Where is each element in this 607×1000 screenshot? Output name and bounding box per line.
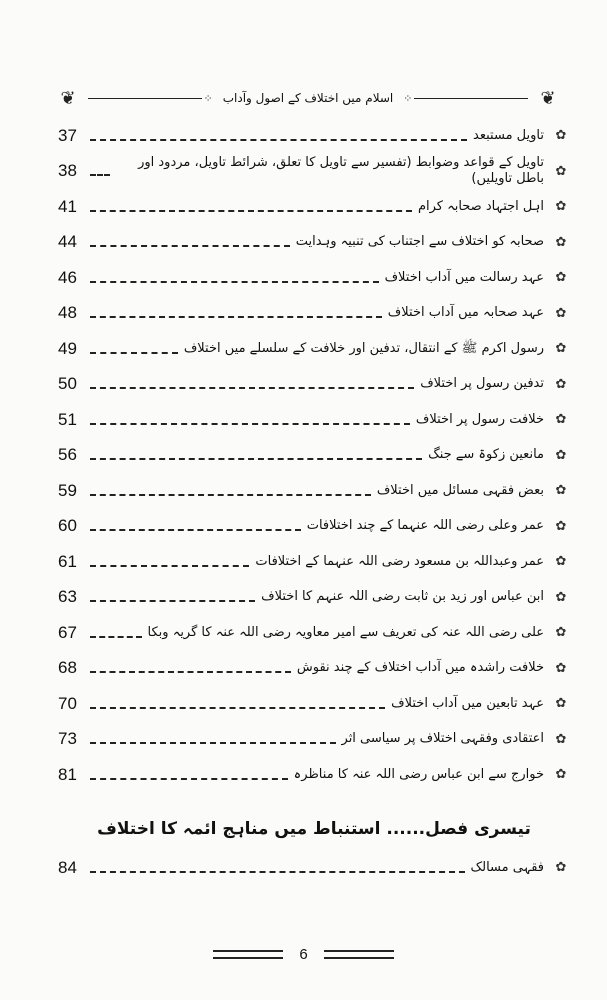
entry-title: بعض فقہی مسائل میں اختلاف bbox=[376, 482, 544, 498]
flower-bullet-icon: ✿ bbox=[555, 234, 567, 250]
entry-page: 37 bbox=[58, 125, 77, 145]
toc-entry bbox=[58, 509, 570, 545]
dots-icon: ⁘ bbox=[403, 91, 413, 105]
section-heading: تیسری فصل...... استنباط میں مناہج ائمہ کا اختلاف bbox=[97, 819, 531, 839]
running-header bbox=[48, 86, 568, 110]
toc-entry bbox=[58, 402, 570, 438]
dot-leader bbox=[90, 174, 110, 176]
dot-leader bbox=[90, 494, 371, 496]
flower-bullet-icon: ✿ bbox=[555, 696, 567, 712]
book-title: اسلام میں اختلاف کے اصول وآداب bbox=[222, 91, 394, 105]
entry-title: عمر وعلی رضی اللہ عنہما کے چند اختلافات bbox=[306, 518, 544, 534]
flower-bullet-icon: ✿ bbox=[555, 554, 567, 570]
toc-entry bbox=[58, 473, 570, 509]
flower-bullet-icon: ✿ bbox=[555, 860, 567, 876]
toc-entry bbox=[58, 118, 570, 154]
dot-leader bbox=[90, 671, 291, 673]
page-number: 6 bbox=[299, 946, 308, 963]
flower-bullet-icon: ✿ bbox=[555, 412, 567, 428]
dot-leader bbox=[90, 565, 249, 567]
dot-leader bbox=[90, 600, 255, 602]
toc-entry bbox=[58, 154, 570, 190]
entry-title: ابن عباس اور زید بن ثابت رضی اللہ عنہم کا اختلاف bbox=[261, 589, 544, 605]
ornament-icon: ❦ bbox=[540, 87, 556, 109]
entry-page: 84 bbox=[58, 857, 77, 877]
dot-leader bbox=[90, 281, 379, 283]
dot-leader bbox=[90, 352, 178, 354]
toc-entry bbox=[58, 722, 570, 758]
entry-page: 60 bbox=[58, 516, 77, 536]
entry-title: عہد صحابہ میں آداب اختلاف bbox=[387, 305, 544, 321]
entry-title: علی رضی اللہ عنہ کی تعریف سے امیر معاویہ رضی اللہ عنہ کا گریہ وبکا bbox=[147, 624, 544, 640]
entry-page: 51 bbox=[58, 409, 77, 429]
entry-page: 50 bbox=[58, 374, 77, 394]
entry-title: خلافت رسول پر اختلاف bbox=[415, 411, 544, 427]
flower-bullet-icon: ✿ bbox=[555, 625, 567, 641]
toc-entry bbox=[58, 580, 570, 616]
entry-page: 63 bbox=[58, 587, 77, 607]
flower-bullet-icon: ✿ bbox=[555, 660, 567, 676]
dot-leader bbox=[90, 742, 336, 744]
entry-page: 48 bbox=[58, 303, 77, 323]
entry-page: 56 bbox=[58, 445, 77, 465]
toc-entry bbox=[58, 331, 570, 367]
flower-bullet-icon: ✿ bbox=[555, 270, 567, 286]
flower-bullet-icon: ✿ bbox=[555, 518, 567, 534]
flower-bullet-icon: ✿ bbox=[555, 376, 567, 392]
toc-entry bbox=[58, 367, 570, 403]
dot-leader bbox=[90, 707, 385, 709]
dot-leader bbox=[90, 139, 467, 141]
entry-page: 49 bbox=[58, 338, 77, 358]
dot-leader bbox=[90, 458, 422, 460]
toc-entry bbox=[58, 544, 570, 580]
toc-entry bbox=[58, 686, 570, 722]
entry-title: خوارج سے ابن عباس رضی اللہ عنہ کا مناظرہ bbox=[293, 766, 544, 782]
flower-bullet-icon: ✿ bbox=[555, 163, 567, 179]
toc-entry bbox=[58, 757, 570, 793]
dot-leader bbox=[90, 316, 382, 318]
flower-bullet-icon: ✿ bbox=[555, 341, 567, 357]
toc-entry bbox=[58, 296, 570, 332]
entry-title: مانعین زکوۃ سے جنگ bbox=[428, 447, 544, 463]
entry-title: عمر وعبداللہ بن مسعود رضی اللہ عنہما کے اختلافات bbox=[255, 553, 544, 569]
flower-bullet-icon: ✿ bbox=[555, 305, 567, 321]
dots-icon: ⁘ bbox=[203, 91, 213, 105]
flower-bullet-icon: ✿ bbox=[555, 483, 567, 499]
divider bbox=[213, 950, 283, 959]
dot-leader bbox=[90, 529, 301, 531]
ornament-icon: ❦ bbox=[60, 87, 76, 109]
entry-title: تدفین رسول پر اختلاف bbox=[420, 376, 544, 392]
entry-page: 59 bbox=[58, 480, 77, 500]
flower-bullet-icon: ✿ bbox=[555, 589, 567, 605]
toc-entry bbox=[58, 225, 570, 261]
flower-bullet-icon: ✿ bbox=[555, 447, 567, 463]
toc-entry bbox=[58, 438, 570, 474]
toc-list bbox=[58, 850, 570, 886]
entry-page: 44 bbox=[58, 232, 77, 252]
entry-title: تاویل کے قواعد وضوابط (تفسیر سے تاویل کا تعلق، شرائط تاویل، مردود اور باطل تاویلیں) bbox=[138, 155, 544, 187]
page-footer bbox=[0, 946, 607, 963]
entry-title: تاویل مستبعد bbox=[473, 127, 544, 143]
dot-leader bbox=[90, 871, 465, 873]
entry-title: صحابہ کو اختلاف سے اجتناب کی تنبیہ وہدایت bbox=[295, 234, 544, 250]
dot-leader bbox=[90, 210, 412, 212]
dot-leader bbox=[90, 423, 410, 425]
flower-bullet-icon: ✿ bbox=[555, 731, 567, 747]
flower-bullet-icon: ✿ bbox=[555, 199, 567, 215]
divider bbox=[324, 950, 394, 959]
entry-title: فقہی مسالک bbox=[470, 859, 544, 875]
entry-title: عہد تابعین میں آداب اختلاف bbox=[391, 695, 544, 711]
dot-leader bbox=[90, 636, 142, 638]
toc-entry bbox=[58, 189, 570, 225]
toc-entry bbox=[58, 651, 570, 687]
toc-entry bbox=[58, 260, 570, 296]
entry-page: 38 bbox=[58, 161, 77, 181]
entry-title: خلافت راشدہ میں آداب اختلاف کے چند نقوش bbox=[296, 660, 544, 676]
entry-page: 81 bbox=[58, 764, 77, 784]
entry-title: رسول اکرم ﷺ کے انتقال، تدفین اور خلافت کے سلسلے میں اختلاف bbox=[183, 340, 544, 356]
dot-leader bbox=[90, 245, 290, 247]
entry-title: اہل اجتہاد صحابہ کرام bbox=[417, 198, 544, 214]
divider bbox=[88, 98, 202, 99]
dot-leader bbox=[90, 387, 414, 389]
entry-page: 73 bbox=[58, 729, 77, 749]
entry-title: عہد رسالت میں آداب اختلاف bbox=[384, 269, 544, 285]
divider bbox=[414, 98, 528, 99]
toc-entry bbox=[58, 850, 570, 886]
entry-page: 46 bbox=[58, 267, 77, 287]
entry-page: 68 bbox=[58, 658, 77, 678]
entry-title: اعتقادی وفقہی اختلاف پر سیاسی اثر bbox=[341, 731, 544, 747]
entry-page: 70 bbox=[58, 693, 77, 713]
dot-leader bbox=[90, 778, 288, 780]
entry-page: 61 bbox=[58, 551, 77, 571]
entry-page: 67 bbox=[58, 622, 77, 642]
flower-bullet-icon: ✿ bbox=[555, 128, 567, 144]
toc-entry bbox=[58, 615, 570, 651]
toc-list bbox=[58, 118, 570, 793]
entry-page: 41 bbox=[58, 196, 77, 216]
flower-bullet-icon: ✿ bbox=[555, 767, 567, 783]
